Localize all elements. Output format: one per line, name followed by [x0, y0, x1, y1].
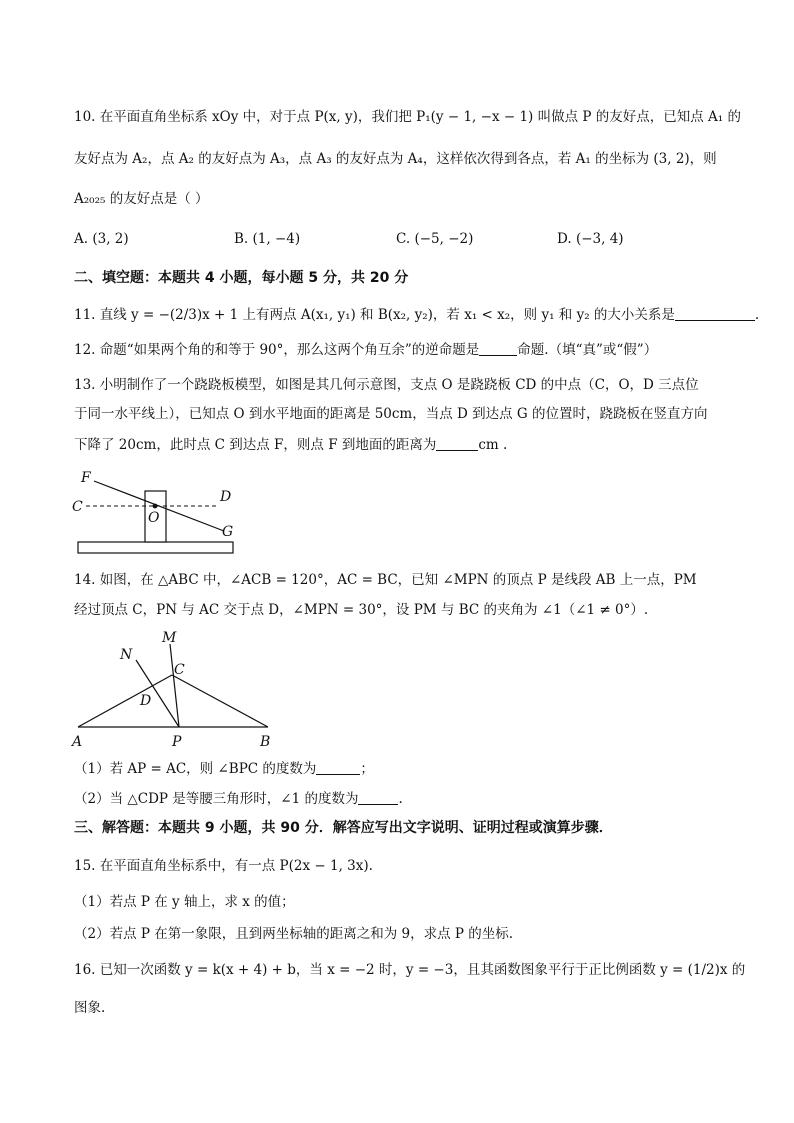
seesaw-figure	[66, 464, 246, 560]
q13-text-after: cm .	[478, 437, 508, 453]
q10-option-b	[234, 231, 300, 247]
q11-answer-blank	[675, 306, 755, 321]
option-label: B.	[234, 231, 249, 247]
label-c: C	[72, 499, 83, 515]
option-value: (−5, −2)	[414, 231, 474, 247]
q10-option-d	[557, 231, 624, 247]
label-p: P	[172, 734, 182, 750]
label-n: N	[120, 647, 133, 663]
q11-end: .	[754, 307, 760, 323]
option-value: (3, 2)	[92, 231, 129, 247]
q10-option-c	[396, 231, 473, 247]
label-m: M	[162, 630, 177, 646]
section-heading-solve: 三、解答题：本题共 9 小题，共 90 分．解答应写出文字说明、证明过程或演算步骤．	[74, 820, 613, 836]
ground-board	[78, 542, 233, 553]
q12-answer-blank	[479, 341, 517, 356]
q13-line2: 于同一水平线上），已知点 O 到水平地面的距离是 50cm，当点 D 到达点 G 的位置时，跷跷板在竖直方向	[74, 406, 708, 422]
q14-sub2	[74, 789, 403, 809]
label-b: B	[260, 734, 271, 750]
option-label: D.	[557, 231, 572, 247]
triangle-figure	[66, 624, 286, 752]
label-o: O	[148, 510, 160, 526]
q16-line1: 16. 已知一次函数 y = k(x + 4) + b，当 x = −2 时，y = −3，且其函数图象平行于正比例函数 y = (1/2)x 的	[74, 962, 746, 978]
label-d: D	[220, 489, 232, 505]
q14-sub1-before: （1）若 AP = AC，则 ∠BPC 的度数为	[74, 761, 317, 777]
q11	[74, 305, 759, 325]
segment-bc	[172, 675, 268, 727]
option-label: C.	[396, 231, 411, 247]
segment-ac	[78, 675, 172, 727]
q14-sub2-after: .	[398, 791, 403, 807]
label-g: G	[222, 524, 234, 540]
label-a: A	[72, 734, 83, 750]
q10-option-a	[74, 231, 129, 247]
q11-text: 11. 直线 y = −(2/3)x + 1 上有两点 A(x₁, y₁) 和 B(x₂, y₂)，若 x₁ < x₂，则 y₁ 和 y₂ 的大小关系是	[74, 307, 675, 323]
q13-line3	[74, 435, 507, 455]
q12-text-after: 命题.（填“真”或“假”）	[517, 342, 658, 358]
pivot-point-o	[153, 504, 158, 509]
label-d: D	[140, 693, 152, 709]
q14-line2: 经过顶点 C，PN 与 AC 交于点 D，∠MPN = 30°，设 PM 与 BC 的夹角为 ∠1（∠1 ≠ 0°）.	[74, 602, 649, 618]
q10-line1: 10. 在平面直角坐标系 xOy 中，对于点 P(x, y)，我们把 P₁(y − 1, −x − 1) 叫做点 P 的友好点，已知点 A₁ 的	[74, 109, 742, 125]
q15-sub2: （2）若点 P 在第一象限，且到两坐标轴的距离之和为 9，求点 P 的坐标.	[74, 926, 514, 942]
label-f: F	[81, 470, 91, 486]
q12	[74, 340, 657, 360]
option-value: (−3, 4)	[575, 231, 624, 247]
q13-line1: 13. 小明制作了一个跷跷板模型，如图是其几何示意图，支点 O 是跷跷板 CD 的中点（C，O，D 三点位	[74, 377, 699, 393]
q14-sub2-before: （2）当 △CDP 是等腰三角形时，∠1 的度数为	[74, 791, 359, 807]
q12-text-before: 12. 命题“如果两个角的和等于 90°，那么这两个角互余”的逆命题是	[74, 342, 480, 358]
q15-line1: 15. 在平面直角坐标系中，有一点 P(2x − 1, 3x).	[74, 858, 373, 874]
option-value: (1, −4)	[252, 231, 301, 247]
q13-answer-blank	[436, 436, 478, 451]
option-label: A.	[74, 231, 89, 247]
q10-line3: A₂₀₂₅ 的友好点是（ ）	[74, 191, 209, 207]
label-c: C	[174, 662, 185, 678]
q14-line1: 14. 如图，在 △ABC 中，∠ACB = 120°，AC = BC，已知 ∠MPN 的顶点 P 是线段 AB 上一点，PM	[74, 572, 697, 588]
q14-sub1-after: ；	[360, 761, 374, 777]
q14-sub1-answer-blank	[316, 760, 360, 775]
section-heading-fill-in: 二、填空题：本题共 4 小题，每小题 5 分，共 20 分	[74, 270, 409, 286]
q14-sub1	[74, 759, 374, 779]
q10-line2: 友好点为 A₂，点 A₂ 的友好点为 A₃，点 A₃ 的友好点为 A₄，这样依次得到各点，若 A₁ 的坐标为 (3, 2)，则	[74, 151, 717, 167]
q15-sub1: （1）若点 P 在 y 轴上，求 x 的值；	[74, 894, 295, 910]
q13-text-before: 下降了 20cm，此时点 C 到达点 F，则点 F 到地面的距离为	[74, 437, 437, 453]
q14-sub2-answer-blank	[358, 790, 398, 805]
q16-line2: 图象.	[74, 1000, 106, 1016]
